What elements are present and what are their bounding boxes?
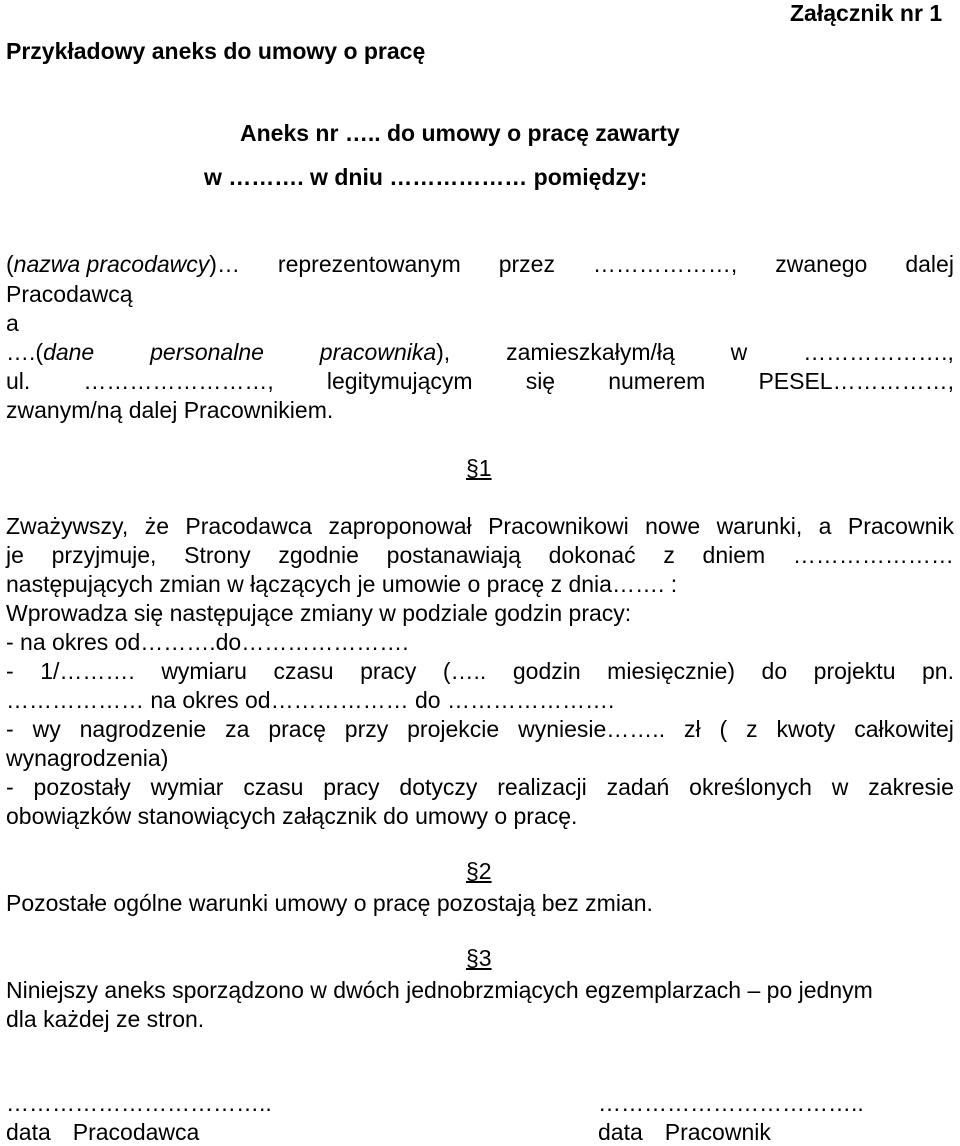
s1-line-1 [6, 512, 954, 541]
word: je [6, 542, 24, 568]
employer-signature-label [6, 1119, 199, 1146]
employer-label: Pracodawca [72, 1119, 200, 1145]
word: reprezentowanym [277, 251, 461, 277]
word: ( [719, 716, 728, 742]
word: PESEL……………, [758, 368, 954, 394]
word: wymiaru [161, 658, 247, 684]
word: dotyczy [399, 774, 478, 800]
word: 1/………. [40, 658, 135, 684]
s1-line-9: wynagrodzenia) [6, 745, 169, 771]
word: Zważywszy, [6, 513, 129, 539]
word: kwoty [776, 716, 836, 742]
word: miesięcznie) [607, 658, 735, 684]
section-mark-text: §3 [466, 945, 492, 971]
s1-line-5: - na okres od……….do…………………. [6, 629, 409, 655]
word: Pracodawca [185, 513, 312, 539]
word: zadań [606, 774, 670, 800]
annex-title-line1: Aneks nr ….. do umowy o pracę zawarty [240, 120, 680, 146]
word: określonych [689, 774, 812, 800]
word: projektu [813, 658, 896, 684]
word: pracy [323, 774, 380, 800]
word: pracę [268, 716, 326, 742]
word: Pracownikowi [488, 513, 629, 539]
annex-title-line2: w ………. w dniu ……………… pomiędzy: [204, 164, 648, 190]
date-label: data [598, 1119, 643, 1145]
word: pracy [360, 658, 417, 684]
word: z [663, 542, 675, 568]
s3-line-1: Niniejszy aneks sporządzono w dwóch jednobrzmiących egzemplarzach – po jednym [6, 977, 873, 1003]
word: - [6, 716, 14, 742]
word: ………………, [592, 251, 738, 277]
employee-signature-line: …………………………….. [598, 1090, 864, 1116]
word: godzin [512, 658, 581, 684]
word: postanawiają [386, 542, 521, 568]
word: za [225, 716, 250, 742]
word: legitymującym [326, 368, 473, 394]
parties-line-1 [6, 250, 954, 279]
word: dalej [905, 251, 954, 277]
employee-signature-label [598, 1119, 771, 1146]
word: zakresie [868, 774, 954, 800]
word: ……………………, [83, 368, 274, 394]
word: czasu [273, 658, 334, 684]
s1-line-11: obowiązków stanowiących załącznik do umowy o pracę. [6, 803, 578, 829]
document-heading: Przykładowy aneks do umowy o pracę [6, 38, 426, 64]
word: zaproponował [328, 513, 472, 539]
word: - [6, 658, 14, 684]
s1-line-6 [6, 657, 954, 686]
s1-line-10 [6, 773, 954, 802]
word: ………………., [803, 339, 954, 365]
section-mark-text: §1 [466, 455, 492, 481]
s1-line-7: ……………… na okres od……………… do …………………. [6, 687, 615, 713]
word: czasu [243, 774, 304, 800]
word: przyjmuje, [51, 542, 157, 568]
date-label: data [6, 1119, 51, 1145]
word: projekcie [407, 716, 500, 742]
parties-line-5 [6, 367, 954, 396]
word: przez [498, 251, 555, 277]
word: - [6, 774, 14, 800]
employee-label: Pracownik [664, 1119, 771, 1145]
word: dniem [702, 542, 766, 568]
word: personalne [150, 339, 264, 365]
word: Strony [184, 542, 251, 568]
word: w [730, 339, 748, 365]
word: ….(dane [6, 339, 95, 365]
word: w [831, 774, 849, 800]
word: zgodnie [278, 542, 359, 568]
section-1-mark [466, 455, 492, 482]
s1-line-8 [6, 715, 954, 744]
word: pracownika), [319, 339, 451, 365]
word: że [144, 513, 169, 539]
parties-line-2: Pracodawcą [6, 281, 133, 307]
word: pozostały [33, 774, 131, 800]
section-mark-text: §2 [466, 858, 492, 884]
word: się [525, 368, 556, 394]
word: zwanego [775, 251, 868, 277]
section-2-mark [466, 858, 492, 885]
word: do [761, 658, 788, 684]
word: dokonać [548, 542, 636, 568]
word: całkowitej [854, 716, 954, 742]
parties-line-3: a [6, 310, 19, 336]
parties-line-6: zwanym/ną dalej Pracownikiem. [6, 397, 334, 423]
word: (….. [442, 658, 487, 684]
word: wyniesie…….. [518, 716, 666, 742]
employer-signature-line: …………………………….. [6, 1090, 272, 1116]
word: Pracownik [847, 513, 954, 539]
s1-line-2 [6, 541, 954, 570]
word: numerem [608, 368, 706, 394]
section-3-mark [466, 945, 492, 972]
word: nagrodzenie [79, 716, 207, 742]
s1-line-4: Wprowadza się następujące zmiany w podziale godzin pracy: [6, 600, 632, 626]
s2-text: Pozostałe ogólne warunki umowy o pracę pozostają bez zmian. [6, 890, 653, 916]
s3-line-2: dla każdej ze stron. [6, 1006, 205, 1032]
attachment-label: Załącznik nr 1 [790, 0, 943, 26]
word: pn. [922, 658, 954, 684]
word: realizacji [497, 774, 587, 800]
word: nowe [645, 513, 701, 539]
word: ………………… [792, 542, 954, 568]
word: zamieszkałym/łą [506, 339, 675, 365]
word: przy [344, 716, 389, 742]
s1-line-3: następujących zmian w łączących je umowie o pracę z dnia……. : [6, 571, 678, 597]
word: z [746, 716, 758, 742]
word: zł [683, 716, 701, 742]
word: ul. [6, 368, 31, 394]
parties-line-4 [6, 338, 954, 367]
word: wy [32, 716, 61, 742]
word: (nazwa pracodawcy)… [6, 251, 240, 277]
word: wymiar [150, 774, 224, 800]
word: a [818, 513, 832, 539]
word: warunki, [716, 513, 803, 539]
